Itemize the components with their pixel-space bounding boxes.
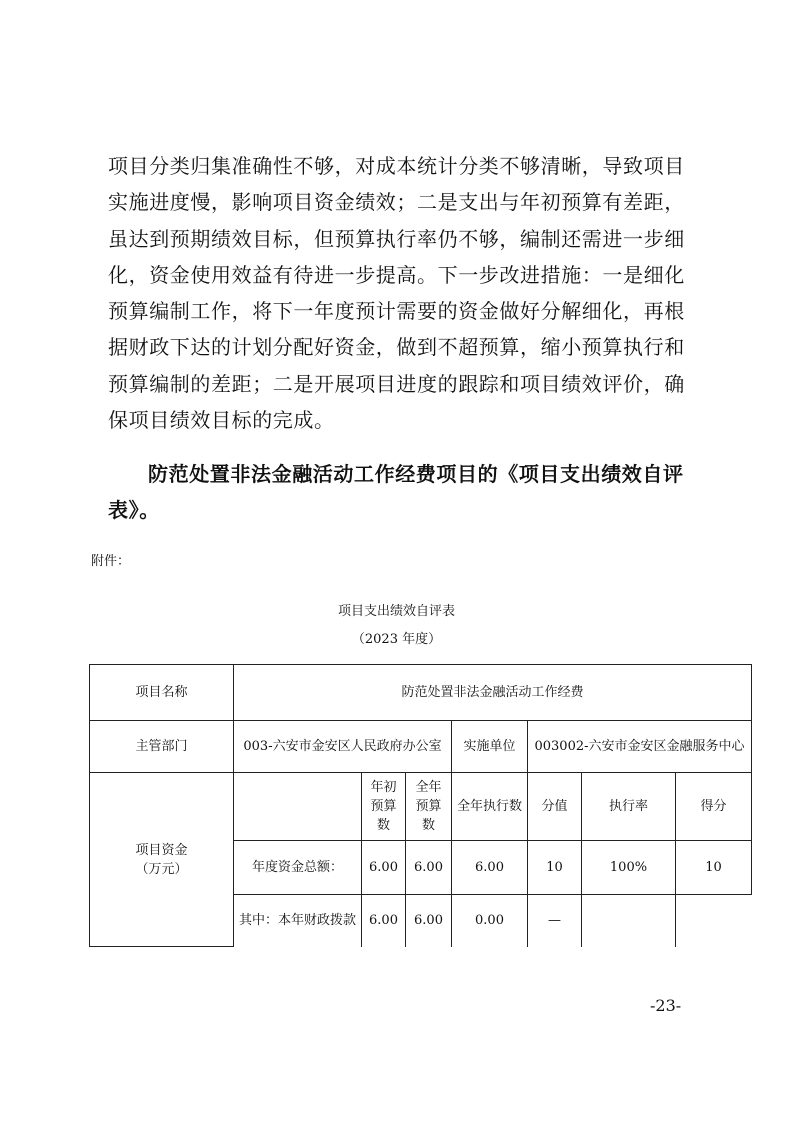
header-exec-rate: 执行率 xyxy=(582,773,676,841)
funds-label xyxy=(90,773,234,947)
header-initial-budget: 年初预算数 xyxy=(362,773,406,841)
evaluation-table xyxy=(89,664,752,947)
cell-initial: 6.00 xyxy=(362,895,406,947)
paragraph-line: 防范处置非法金融活动工作经费项目的《项目支出绩效自评 xyxy=(148,462,684,486)
cell-exec: 6.00 xyxy=(452,841,528,895)
paragraph-2 xyxy=(108,456,688,529)
paragraph-line: 保项目绩效目标的完成。 xyxy=(108,408,335,433)
row-label: 年度资金总额： xyxy=(234,841,362,895)
paragraph-line: 化，资金使用效益有待进一步提高。下一步改进措施：一是细化 xyxy=(108,262,685,287)
header-annual-exec: 全年执行数 xyxy=(452,773,528,841)
paragraph-line: 预算编制工作，将下一年度预计需要的资金做好分解细化，再根 xyxy=(108,299,685,324)
row-label: 其中：本年财政拨款 xyxy=(234,895,362,947)
table-subtitle: （2023 年度） xyxy=(351,632,442,647)
cell-value: — xyxy=(528,895,582,947)
paragraph-line: 虽达到预期绩效目标，但预算执行率仍不够，编制还需进一步细 xyxy=(108,226,685,251)
dept-value: 003-六安市金安区人民政府办公室 xyxy=(234,721,452,773)
paragraph-line: 项目分类归集准确性不够，对成本统计分类不够清晰，导致项目 xyxy=(108,154,685,178)
cell-annual: 6.00 xyxy=(406,841,452,895)
paragraph-line: 预算编制的差距；二是开展项目进度的跟踪和项目绩效评价，确 xyxy=(108,371,685,396)
paragraph-line: 表》。 xyxy=(108,498,160,523)
paragraph-1 xyxy=(108,148,688,438)
project-name-label: 项目名称 xyxy=(90,665,234,721)
header-score-value: 分值 xyxy=(528,773,582,841)
unit-value: 003002-六安市金安区金融服务中心 xyxy=(528,721,752,773)
cell-exec: 0.00 xyxy=(452,895,528,947)
header-annual-budget: 全年预算数 xyxy=(406,773,452,841)
cell-rate xyxy=(582,895,676,947)
cell-initial: 6.00 xyxy=(362,841,406,895)
cell-score: 10 xyxy=(676,841,752,895)
cell-rate: 100% xyxy=(582,841,676,895)
funds-label-text: 项目资金 xyxy=(135,842,188,858)
funds-unit-text: （万元） xyxy=(135,861,188,877)
blank-header-cell xyxy=(234,773,362,841)
paragraph-line: 据财政下达的计划分配好资金，做到不超预算，缩小预算执行和 xyxy=(108,335,685,360)
attachment-label: 附件： xyxy=(91,554,131,569)
table-row xyxy=(90,773,752,841)
cell-value: 10 xyxy=(528,841,582,895)
cell-score xyxy=(676,895,752,947)
unit-label: 实施单位 xyxy=(452,721,528,773)
project-name-value: 防范处置非法金融活动工作经费 xyxy=(234,665,752,721)
cell-annual: 6.00 xyxy=(406,895,452,947)
table-title: 项目支出绩效自评表 xyxy=(337,604,455,619)
table-row xyxy=(90,721,752,773)
table-row xyxy=(90,665,752,721)
dept-label: 主管部门 xyxy=(90,721,234,773)
paragraph-line: 实施进度慢，影响项目资金绩效；二是支出与年初预算有差距， xyxy=(108,190,685,215)
page-number: -23- xyxy=(650,996,682,1015)
header-score: 得分 xyxy=(676,773,752,841)
